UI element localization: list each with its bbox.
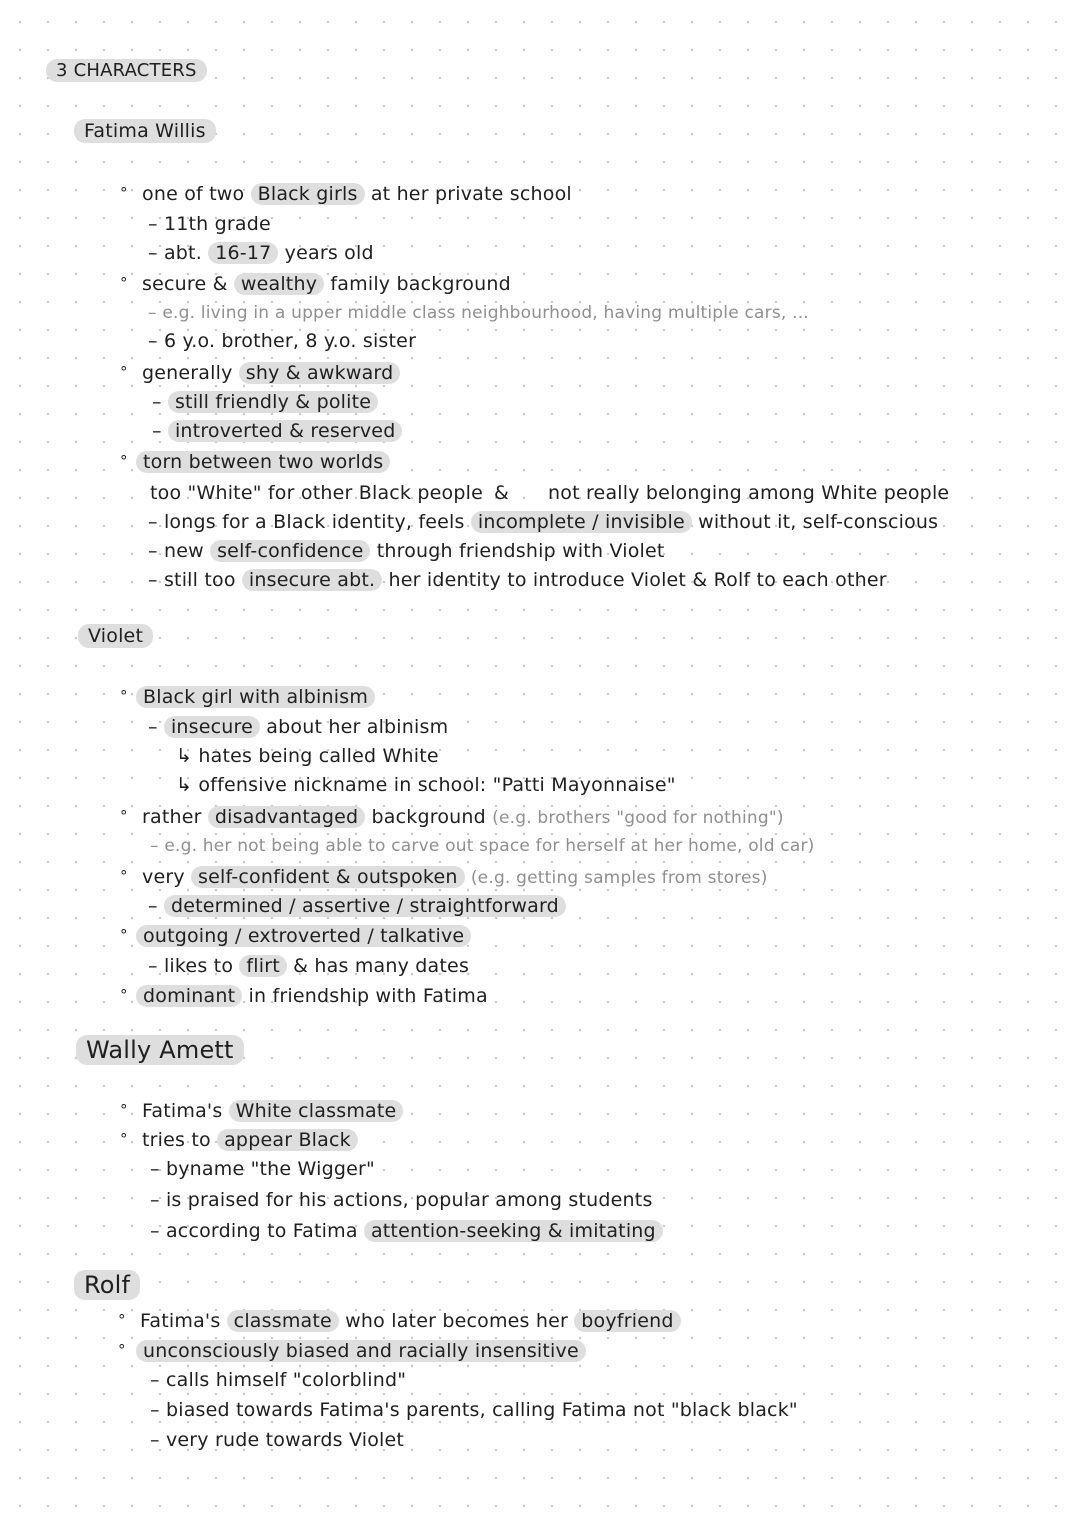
fatima-bullet-3: generally shy & awkward [142,360,400,386]
rolf-bullet-2: unconsciously biased and racially insensitive [136,1338,586,1364]
bullet-icon: ° [120,986,128,1004]
fatima-sub-2: – abt. 16-17 years old [148,242,374,264]
fatima-sub-5: – still friendly & polite [152,389,378,415]
fatima-line-torn-b: not really belonging among White people [548,482,950,504]
fatima-line-torn-a: too "White" for other Black people [150,482,483,504]
bullet-icon: ° [120,1101,128,1119]
section-heading-rolf: Rolf [74,1272,140,1298]
fatima-sub-9: – still too insecure abt. her identity to introduce Violet & Rolf to each other [148,569,887,591]
bullet-icon: ° [120,807,128,825]
bullet-icon: ° [120,867,128,885]
violet-sub-3: – determined / assertive / straightforward [148,893,566,919]
violet-arrow-1: ↳ hates being called White [176,745,439,767]
rolf-sub-1: – calls himself "colorblind" [150,1369,407,1391]
bullet-icon: ° [120,452,128,470]
fatima-bullet-2: secure & wealthy family background [142,273,511,295]
violet-bullet-3: very self-confident & outspoken (e.g. getting samples from stores) [142,866,768,888]
bullet-icon: ° [120,363,128,381]
section-heading-violet: Violet [78,623,153,649]
bullet-icon: ° [120,274,128,292]
section-heading-wally: Wally Amett [76,1037,244,1063]
wally-sub-1: – byname "the Wigger" [150,1158,375,1180]
fatima-sub-3: – e.g. living in a upper middle class neighbourhood, having multiple cars, ... [148,303,809,323]
fatima-line-torn-amp: & [494,482,510,504]
bullet-icon: ° [120,926,128,944]
fatima-bullet-4: torn between two worlds [136,449,390,475]
fatima-sub-6: – introverted & reserved [152,418,402,444]
violet-bullet-1: Black girl with albinism [136,684,375,710]
violet-arrow-2: ↳ offensive nickname in school: "Patti Mayonnaise" [176,774,676,796]
wally-sub-2: – is praised for his actions, popular among students [150,1189,653,1211]
violet-sub-1: – insecure about her albinism [148,716,449,738]
bullet-icon: ° [120,687,128,705]
fatima-sub-7: – longs for a Black identity, feels incomplete / invisible without it, self-conscious [148,511,939,533]
fatima-sub-4: – 6 y.o. brother, 8 y.o. sister [148,330,417,352]
wally-bullet-2: tries to appear Black [142,1127,358,1153]
page-title-text: 3 CHARACTERS [46,59,207,82]
violet-bullet-2: rather disadvantaged background (e.g. brothers "good for nothing") [142,806,784,828]
bullet-icon: ° [120,1130,128,1148]
violet-bullet-5: dominant in friendship with Fatima [136,983,488,1009]
bullet-icon: ° [120,184,128,202]
violet-sub-4: – likes to flirt & has many dates [148,955,470,977]
fatima-sub-8: – new self-confidence through friendship with Violet [148,540,665,562]
fatima-bullet-1: one of two Black girls at her private school [142,183,572,205]
fatima-sub-1: – 11th grade [148,213,271,235]
bullet-icon: ° [118,1311,126,1329]
wally-sub-3: – according to Fatima attention-seeking & imitating [150,1218,663,1244]
wally-bullet-1: Fatima's White classmate [142,1098,403,1124]
rolf-bullet-1: Fatima's classmate who later becomes her boyfriend [140,1308,681,1334]
violet-sub-2: – e.g. her not being able to carve out space for herself at her home, old car) [150,836,815,856]
bullet-icon: ° [118,1341,126,1359]
rolf-sub-2: – biased towards Fatima's parents, calling Fatima not "black black" [150,1399,798,1421]
rolf-sub-3: – very rude towards Violet [150,1429,405,1451]
page-title [46,58,207,84]
violet-bullet-4: outgoing / extroverted / talkative [136,923,471,949]
section-heading-fatima: Fatima Willis [74,118,216,144]
